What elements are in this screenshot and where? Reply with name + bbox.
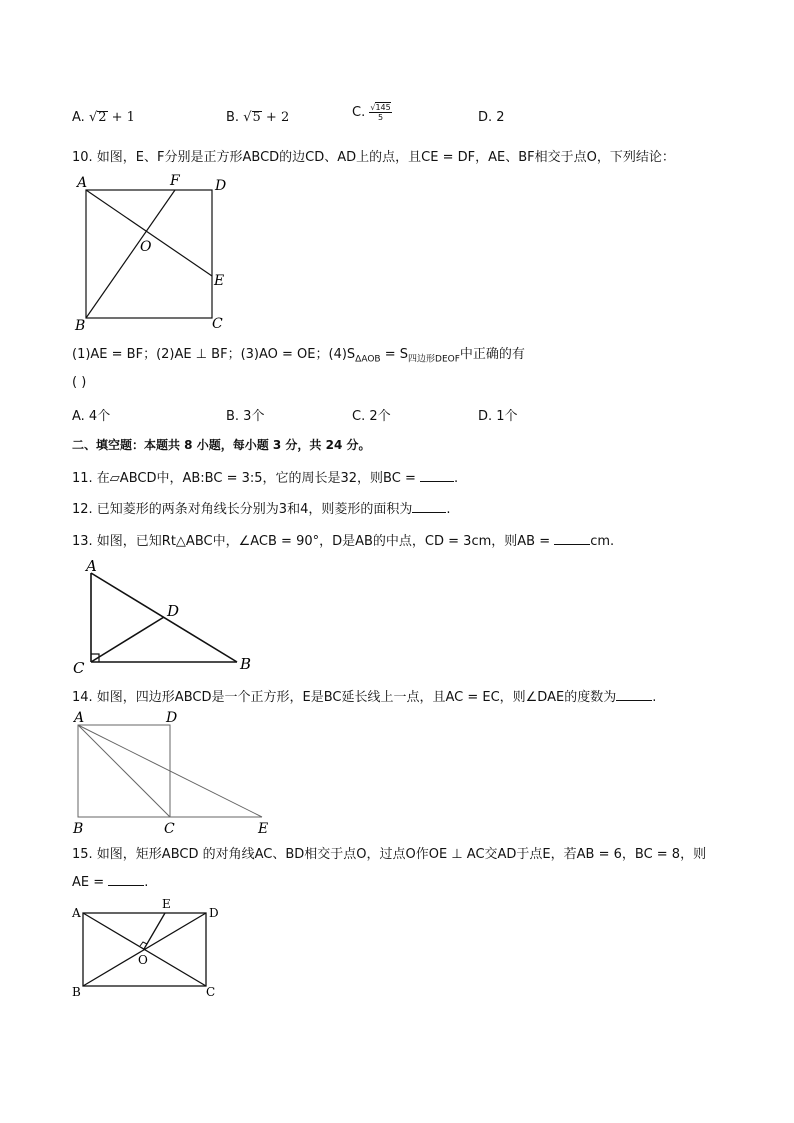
label-a: A: [74, 710, 85, 726]
fraction: $\frac{√145}{5}$: [370, 103, 391, 122]
label-o: O: [138, 953, 148, 967]
question-end: .: [453, 471, 459, 486]
answer-blank: [554, 533, 590, 545]
q11: [72, 467, 458, 486]
label-c: C: [212, 316, 223, 332]
label-d: D: [166, 710, 178, 726]
label-e: E: [162, 897, 171, 911]
question-text: 12. 已知菱形的两条对角线长分别为3和4，则菱形的面积为: [72, 502, 413, 517]
q15-figure: [68, 896, 238, 1004]
q10-option-d: D. 1个: [478, 409, 518, 424]
label-c: C: [73, 659, 85, 676]
conclusions-text: (1)AE = BF；(2)AE ⊥ BF；(3)AO = OE；(4)S: [72, 347, 356, 362]
q15-line2: [72, 874, 148, 890]
label-a: A: [77, 175, 88, 191]
option-label: C.: [352, 105, 366, 120]
label-a: A: [72, 906, 81, 920]
q9-option-a: A. √2 + 1: [72, 110, 135, 125]
q9-option-c: [352, 103, 392, 122]
q10-option-a: A. 4个: [72, 409, 111, 424]
label-f: F: [170, 173, 180, 189]
subscript: 四边形DEOF: [408, 354, 460, 365]
radicand: 5: [252, 110, 261, 125]
section-heading: 二、填空题：本题共 8 小题，每小题 3 分，共 24 分。: [72, 438, 371, 452]
label-d: D: [167, 602, 180, 620]
segment-cd: [91, 617, 164, 662]
option-label: B.: [226, 110, 240, 125]
label-b: B: [72, 985, 81, 999]
radicand: 2: [98, 110, 107, 125]
label-c: C: [206, 985, 216, 999]
label-d: D: [215, 178, 227, 194]
question-end: .: [144, 875, 149, 890]
label-a: A: [86, 557, 97, 575]
option-label: D.: [478, 110, 493, 125]
option-value: + 2: [265, 110, 290, 125]
option-label: A.: [72, 110, 85, 125]
segment-ae: [86, 190, 212, 276]
numerator: 145: [375, 103, 391, 112]
q10-option-b: B. 3个: [226, 409, 265, 424]
q14: [72, 686, 656, 705]
answer-blank: [108, 874, 144, 886]
question-text: 11. 在▱ABCD中，AB:BC = 3:5，它的周长是32，则BC =: [72, 471, 420, 486]
label-e: E: [258, 821, 269, 836]
conclusions-text: 中正确的有: [459, 347, 525, 362]
segment-bf: [86, 190, 175, 318]
answer-blank: [616, 689, 652, 701]
q10-stem: 10. 如图，E、F分别是正方形ABCD的边CD、AD上的点，且CE = DF，AE、BF相交于点O，下列结论：: [72, 150, 675, 165]
option-value: + 1: [111, 110, 135, 125]
question-text: 13. 如图，已知Rt△ABC中，∠ACB = 90°，D是AB的中点，CD = 3cm，则AB =: [72, 534, 555, 549]
question-text: AE =: [72, 875, 109, 890]
answer-parentheses: ( ): [72, 375, 87, 390]
question-text: 14. 如图，四边形ABCD是一个正方形，E是BC延长线上一点，且AC = EC，则∠DAE的度数为: [72, 690, 617, 705]
q13-figure: [72, 554, 262, 676]
q9-option-b: B. √5 + 2: [226, 110, 290, 125]
segment-ac: [78, 725, 170, 817]
q10-conclusions: [72, 343, 525, 365]
answer-blank: [412, 501, 446, 513]
conclusions-text: = S: [380, 347, 409, 362]
q9-option-d: [478, 110, 505, 125]
question-end: cm.: [590, 534, 615, 549]
label-o: O: [140, 239, 152, 255]
subscript: ΔAOB: [355, 354, 381, 365]
label-e: E: [214, 273, 225, 289]
label-b: B: [240, 655, 252, 673]
label-b: B: [73, 821, 84, 836]
option-value: 2: [496, 110, 505, 125]
q10-option-c: C. 2个: [352, 409, 391, 424]
q14-figure: [72, 708, 282, 836]
q13: [72, 530, 614, 549]
label-d: D: [209, 906, 219, 920]
q15: 15. 如图，矩形ABCD 的对角线AC、BD相交于点O，过点O作OE ⊥ AC交AD于点E，若AB = 6，BC = 8，则: [72, 847, 707, 862]
q12: [72, 498, 451, 517]
question-end: .: [652, 690, 657, 705]
label-b: B: [75, 318, 86, 334]
q10-figure: [72, 170, 242, 336]
answer-blank: [420, 470, 454, 482]
label-c: C: [164, 821, 175, 836]
question-end: .: [446, 502, 451, 517]
denominator: 5: [378, 113, 384, 122]
